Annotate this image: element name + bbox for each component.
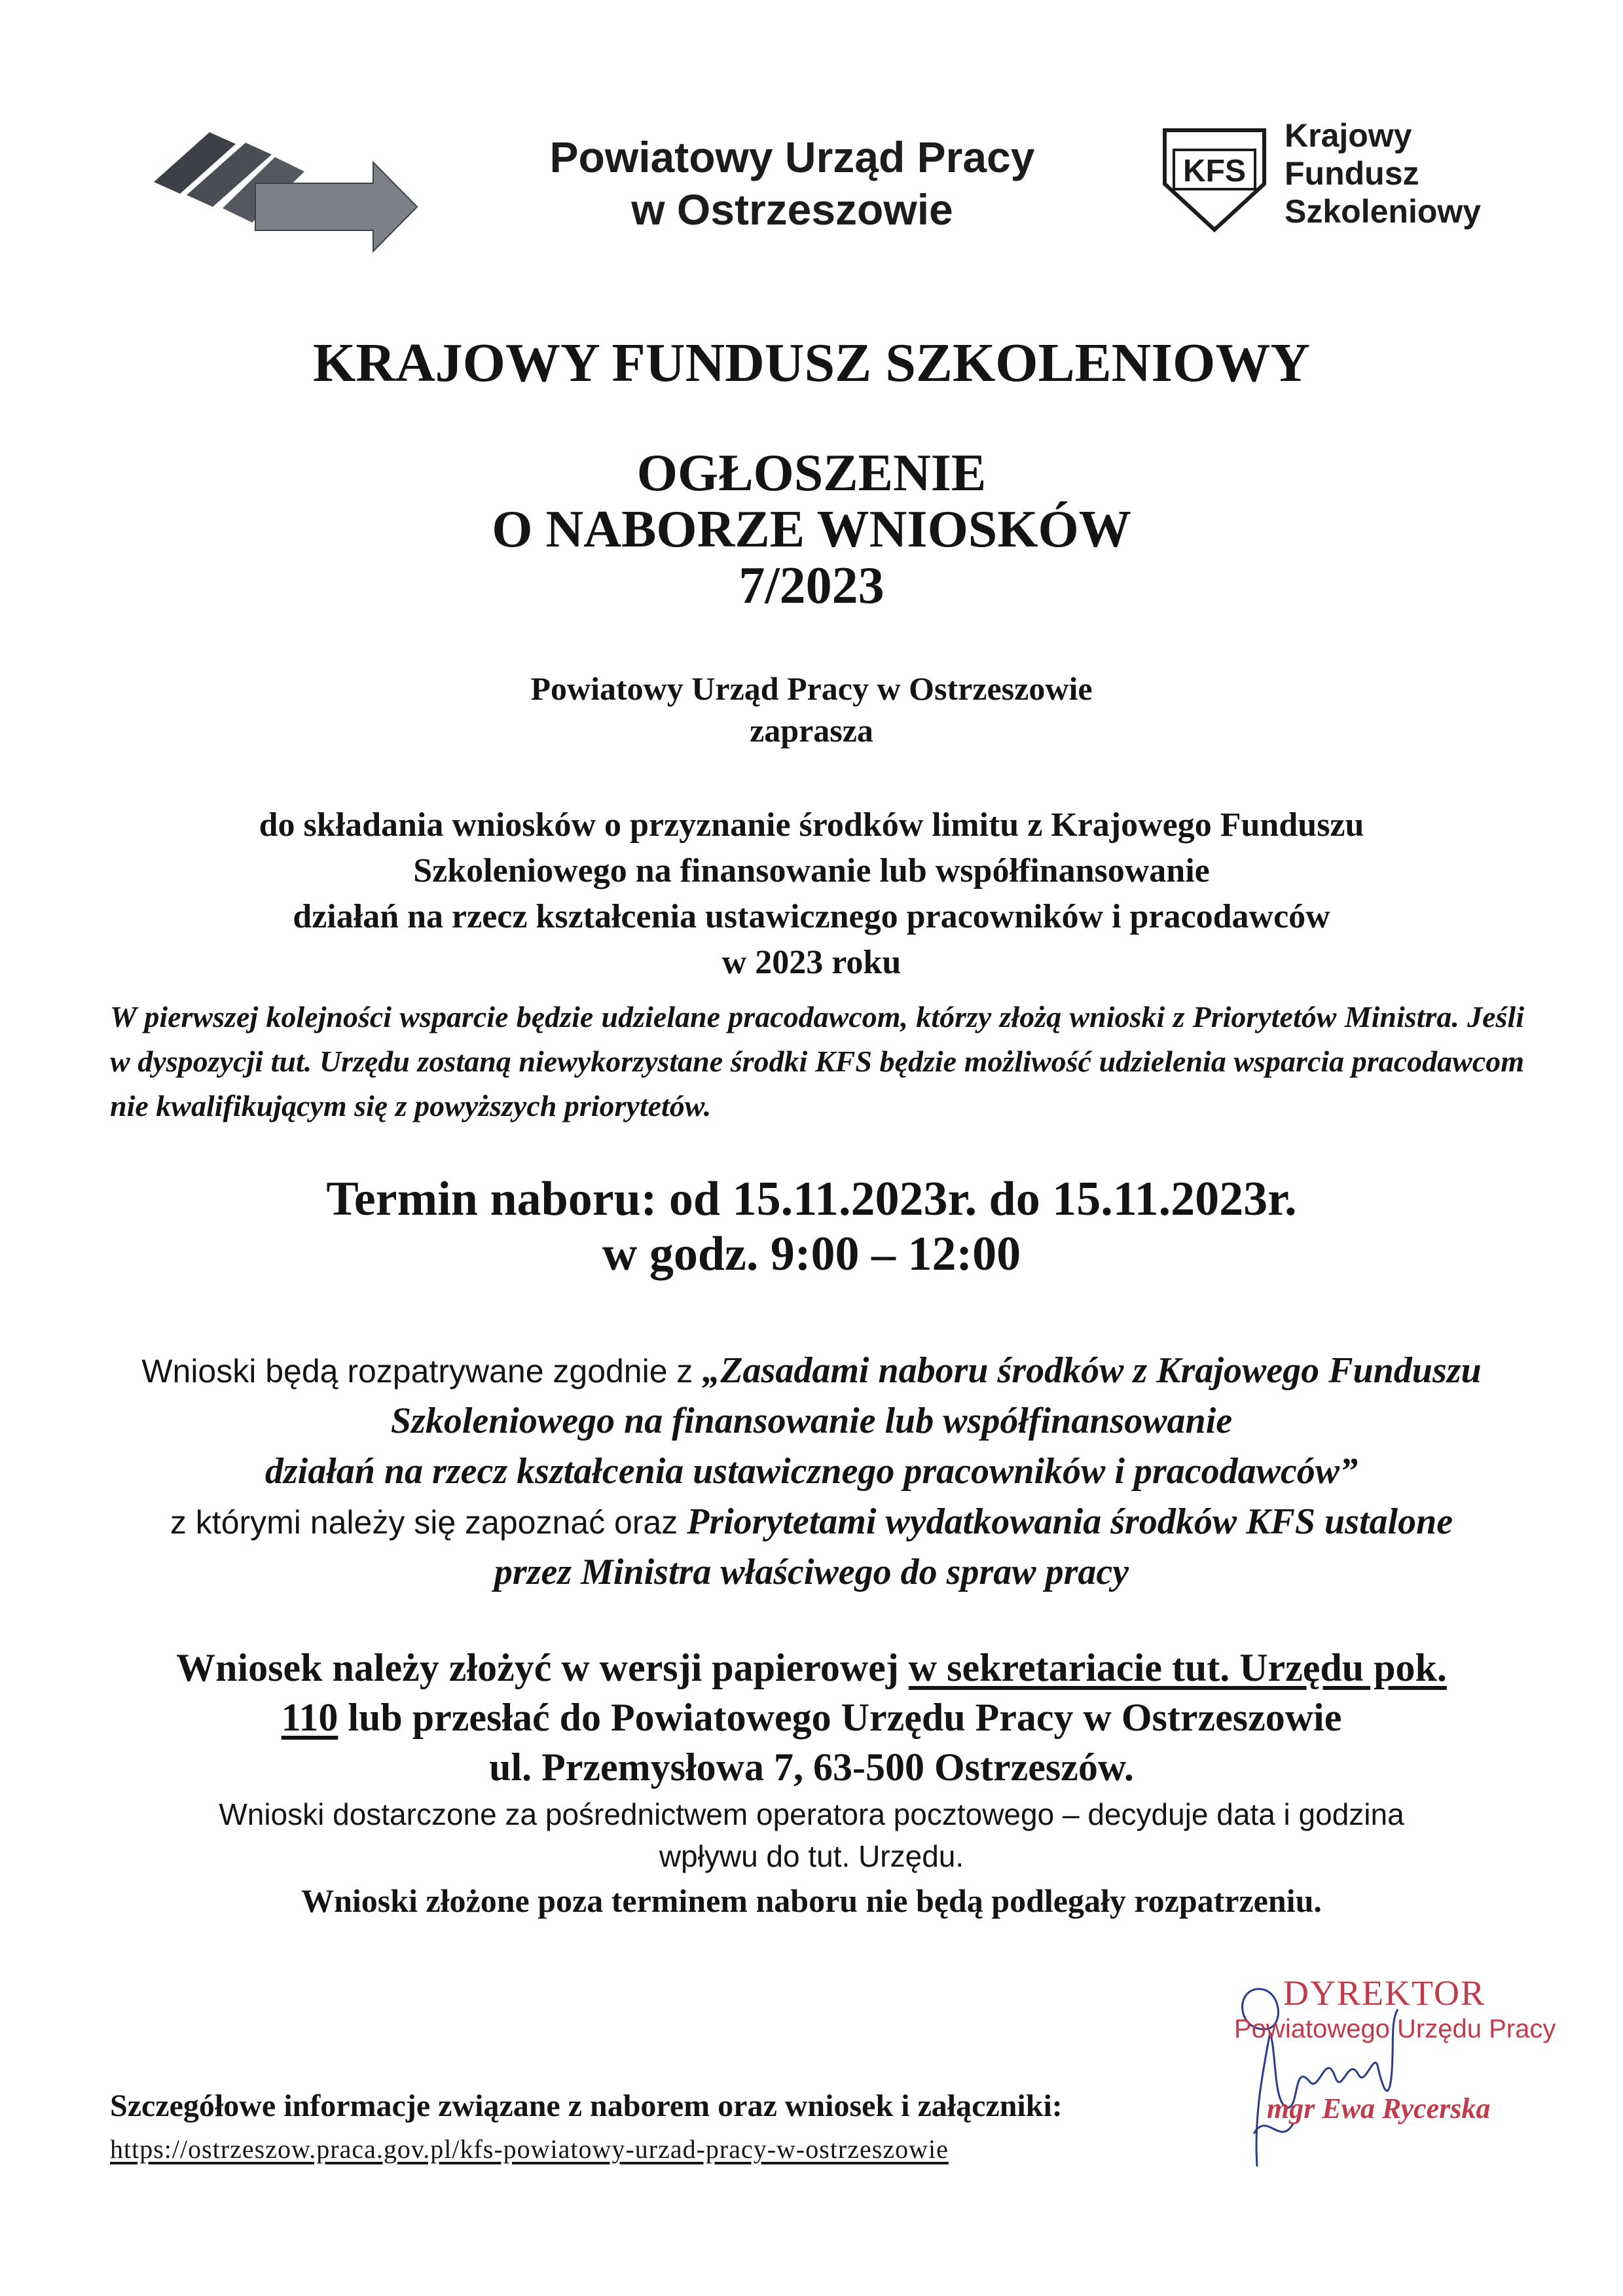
deadline-dates: Termin naboru: od 15.11.2023r. do 15.11.2023r. bbox=[326, 1172, 1297, 1226]
postal-note-line-1: Wnioski dostarczone za pośrednictwem operatora pocztowego – decyduje data i godzina bbox=[219, 1797, 1404, 1831]
submission-place: w sekretariacie tut. Urzędu pok. bbox=[908, 1646, 1447, 1689]
rules-document-title-3: działań na rzecz kształcenia ustawicznego pracowników i pracodawców” bbox=[264, 1451, 1359, 1492]
announcement-number: 7/2023 bbox=[739, 557, 884, 615]
announcement-heading bbox=[0, 445, 1623, 614]
submission-line-1: Wniosek należy złożyć w wersji papierowej bbox=[176, 1646, 909, 1689]
stamp-title: DYREKTOR bbox=[1283, 1973, 1486, 2013]
organizer-invites: zaprasza bbox=[750, 712, 873, 749]
kfs-badge-text: KFS bbox=[1183, 154, 1246, 188]
pup-logo-icon bbox=[147, 123, 422, 260]
invitation-line-1: do składania wniosków o przyznanie środków limitu z Krajowego Funduszu bbox=[259, 806, 1364, 844]
office-name-line-1: Powiatowy Urząd Pracy bbox=[549, 133, 1035, 181]
rules-priorities-1: Priorytetami wydatkowania środków KFS ustalone bbox=[687, 1501, 1453, 1542]
organizer bbox=[0, 668, 1623, 751]
late-submission-note: Wnioski złożone poza terminem naboru nie będą podlegały rozpatrzeniu. bbox=[301, 1882, 1322, 1919]
submission-line-2: lub przesłać do Powiatowego Urzędu Pracy w Ostrzeszowie bbox=[338, 1696, 1342, 1739]
rules-paragraph bbox=[0, 1346, 1623, 1598]
rules-intro: Wnioski będą rozpatrywane zgodnie z bbox=[141, 1353, 702, 1390]
announcement-line-2: O NABORZE WNIOSKÓW bbox=[492, 501, 1131, 558]
kfs-name-line-2: Fundusz bbox=[1285, 155, 1419, 192]
submission-instructions bbox=[0, 1643, 1623, 1792]
kfs-name-line-1: Krajowy bbox=[1285, 117, 1412, 154]
document-title: KRAJOWY FUNDUSZ SZKOLENIOWY bbox=[312, 332, 1311, 393]
rules-priorities-2: przez Ministra właściwego do spraw pracy bbox=[494, 1552, 1129, 1592]
rules-mid: z którymi należy się zapoznać oraz bbox=[170, 1504, 687, 1541]
kfs-shield-icon bbox=[1156, 121, 1273, 239]
details-label: Szczegółowe informacje związane z naborem oraz wniosek i załączniki: bbox=[110, 2089, 1063, 2123]
announcement-line-1: OGŁOSZENIE bbox=[636, 444, 987, 502]
office-name bbox=[498, 131, 1087, 236]
submission-room: 110 bbox=[281, 1696, 338, 1739]
details-link[interactable]: https://ostrzeszow.praca.gov.pl/kfs-powiatowy-urzad-pracy-w-ostrzeszowie bbox=[110, 2134, 949, 2164]
kfs-name-line-3: Szkoleniowy bbox=[1285, 193, 1482, 230]
organizer-name: Powiatowy Urząd Pracy w Ostrzeszowie bbox=[530, 670, 1093, 707]
invitation-line-4: w 2023 roku bbox=[721, 944, 902, 981]
deadline bbox=[0, 1172, 1623, 1282]
postal-note bbox=[0, 1793, 1623, 1877]
stamp-person: mgr Ewa Rycerska bbox=[1267, 2092, 1491, 2125]
rules-document-title-1: „Zasadami naboru środków z Krajowego Funduszu bbox=[702, 1350, 1482, 1391]
invitation-line-2: Szkoleniowego na finansowanie lub współfinansowanie bbox=[413, 852, 1210, 889]
stamp-office: Powiatowego Urzędu Pracy bbox=[1234, 2015, 1556, 2043]
postal-note-line-2: wpływu do tut. Urzędu. bbox=[659, 1839, 964, 1873]
kfs-name bbox=[1285, 117, 1481, 230]
submission-address: ul. Przemysłowa 7, 63-500 Ostrzeszów. bbox=[489, 1746, 1134, 1789]
rules-document-title-2: Szkoleniowego na finansowanie lub współfinansowanie bbox=[390, 1401, 1233, 1441]
invitation-line-3: działań na rzecz kształcenia ustawicznego pracowników i pracodawców bbox=[293, 898, 1330, 935]
invitation bbox=[0, 802, 1623, 986]
priority-note: W pierwszej kolejności wsparcie będzie udzielane pracodawcom, którzy złożą wnioski z Priorytetów Ministra. Jeśli w dyspozycji tut. Urzędu zostaną niewykorzystane środki KFS będzie możliwość udzielenia wsparcia pracodawcom nie kwalifikującym się z powyższych priorytetów. bbox=[110, 1000, 1524, 1122]
office-name-line-2: w Ostrzeszowie bbox=[631, 185, 953, 234]
deadline-hours: w godz. 9:00 – 12:00 bbox=[602, 1227, 1021, 1281]
